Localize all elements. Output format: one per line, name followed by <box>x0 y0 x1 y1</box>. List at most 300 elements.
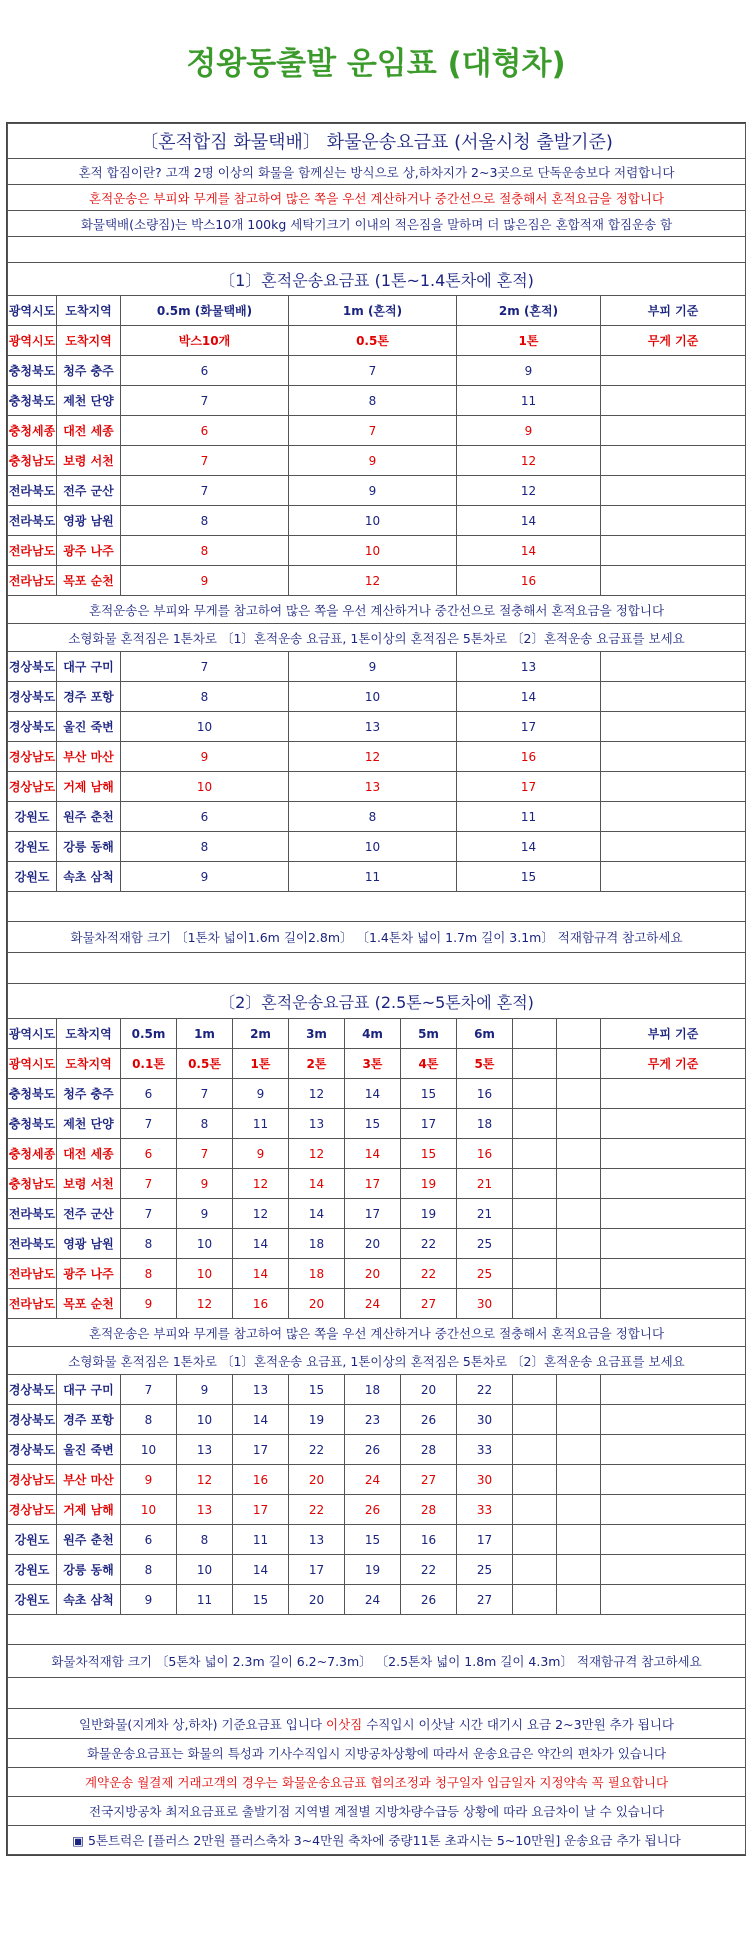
rate-cell: 25 <box>457 1229 513 1259</box>
rate-cell: 12 <box>233 1199 289 1229</box>
rate-cell: 17 <box>289 1555 345 1585</box>
region-cell: 경상북도 <box>8 1405 57 1435</box>
rate-cell: 18 <box>345 1375 401 1405</box>
rate-cell: 17 <box>233 1495 289 1525</box>
table-row <box>8 772 746 802</box>
rate-cell: 15 <box>401 1139 457 1169</box>
rate-cell: 13 <box>289 712 457 742</box>
empty-cell <box>513 1079 557 1109</box>
rate-cell: 8 <box>177 1109 233 1139</box>
spacer-3 <box>8 953 746 984</box>
rate-cell: 8 <box>121 682 289 712</box>
rate-cell: 15 <box>401 1079 457 1109</box>
table2-header-weight-col-1: 도착지역 <box>57 1049 121 1079</box>
empty-cell <box>557 1375 601 1405</box>
rate-cell: 12 <box>233 1169 289 1199</box>
rate-cell: 20 <box>289 1289 345 1319</box>
table-row <box>8 1555 746 1585</box>
table2-header-volume-col-3: 1m <box>177 1019 233 1049</box>
rate-cell: 27 <box>457 1585 513 1615</box>
region-cell: 충청북도 <box>8 386 57 416</box>
region-cell: 전라남도 <box>8 566 57 596</box>
spacer-5-cell <box>8 1678 746 1709</box>
table-row <box>8 416 746 446</box>
empty-cell <box>513 1289 557 1319</box>
bottom-note-5-text: ▣ 5톤트럭은 [플러스 2만원 플러스축차 3~4만원 축차에 중량11톤 초과시는 5~10만원] 운송요금 추가 됩니다 <box>8 1826 746 1855</box>
rate-cell: 14 <box>289 1199 345 1229</box>
rate-cell: 9 <box>177 1199 233 1229</box>
table1-header-weight <box>8 326 746 356</box>
empty-cell <box>557 1079 601 1109</box>
rate-cell: 27 <box>401 1289 457 1319</box>
empty-cell <box>601 416 746 446</box>
empty-cell <box>513 1259 557 1289</box>
rate-cell: 8 <box>121 506 289 536</box>
bottom-note-4 <box>8 1797 746 1826</box>
table2-header-weight-col-7: 4톤 <box>401 1049 457 1079</box>
empty-cell <box>513 1375 557 1405</box>
rate-cell: 10 <box>177 1405 233 1435</box>
rate-cell: 12 <box>289 566 457 596</box>
rate-cell: 7 <box>121 1375 177 1405</box>
table1-footer-text: 화물차적재함 크기 〔1톤차 넓이1.6m 길이2.8m〕 〔1.4톤차 넓이 1.7m 길이 3.1m〕 적재함규격 참고하세요 <box>8 922 746 953</box>
empty-cell <box>513 1109 557 1139</box>
empty-cell <box>513 1465 557 1495</box>
empty-cell <box>601 536 746 566</box>
table2-header-volume-col-0: 광역시도 <box>8 1019 57 1049</box>
destination-cell: 제천 단양 <box>57 386 121 416</box>
table-row <box>8 1169 746 1199</box>
rate-cell: 7 <box>177 1079 233 1109</box>
empty-cell <box>601 1169 746 1199</box>
table-row <box>8 1465 746 1495</box>
destination-cell: 전주 군산 <box>57 1199 121 1229</box>
table1-header-volume-basis: 부피 기준 <box>601 296 746 326</box>
empty-cell <box>557 1139 601 1169</box>
region-cell: 경상남도 <box>8 772 57 802</box>
spacer-1-cell <box>8 237 746 263</box>
table-row <box>8 1375 746 1405</box>
empty-cell <box>513 1495 557 1525</box>
rate-cell: 9 <box>121 742 289 772</box>
destination-cell: 청주 충주 <box>57 1079 121 1109</box>
table-row <box>8 862 746 892</box>
table2-header-volume-col-10 <box>557 1019 601 1049</box>
rate-cell: 16 <box>457 1139 513 1169</box>
table-row <box>8 1229 746 1259</box>
empty-cell <box>601 1109 746 1139</box>
destination-cell: 원주 춘천 <box>57 1525 121 1555</box>
rate-cell: 8 <box>289 802 457 832</box>
bottom-note-1-text <box>8 1709 746 1739</box>
region-cell: 경상북도 <box>8 1435 57 1465</box>
empty-cell <box>513 1555 557 1585</box>
empty-cell <box>601 682 746 712</box>
empty-cell <box>601 1139 746 1169</box>
rate-cell: 15 <box>233 1585 289 1615</box>
destination-cell: 거제 남해 <box>57 1495 121 1525</box>
rate-cell: 12 <box>177 1289 233 1319</box>
region-cell: 경상북도 <box>8 712 57 742</box>
rate-cell: 11 <box>233 1525 289 1555</box>
table-row <box>8 652 746 682</box>
rate-cell: 7 <box>121 1169 177 1199</box>
rate-cell: 26 <box>401 1405 457 1435</box>
region-cell: 경상북도 <box>8 682 57 712</box>
rate-cell: 14 <box>457 536 601 566</box>
table2-footer-text: 화물차적재함 크기 〔5톤차 넓이 2.3m 길이 6.2~7.3m〕 〔2.5톤차 넓이 1.8m 길이 4.3m〕 적재함규격 참고하세요 <box>8 1645 746 1678</box>
rate-cell: 14 <box>345 1079 401 1109</box>
empty-cell <box>601 1289 746 1319</box>
bottom-note-1-highlight: 이삿짐 <box>326 1716 363 1732</box>
rate-cell: 10 <box>121 712 289 742</box>
destination-cell: 경주 포항 <box>57 682 121 712</box>
rate-cell: 14 <box>289 1169 345 1199</box>
rate-cell: 25 <box>457 1555 513 1585</box>
rate-cell: 20 <box>345 1229 401 1259</box>
rate-cell: 9 <box>289 446 457 476</box>
table2-header-weight <box>8 1049 746 1079</box>
rate-cell: 13 <box>289 1525 345 1555</box>
destination-cell: 청주 충주 <box>57 356 121 386</box>
destination-cell: 대구 구미 <box>57 1375 121 1405</box>
rate-cell: 9 <box>121 1289 177 1319</box>
spacer-1 <box>8 237 746 263</box>
region-cell: 강원도 <box>8 1555 57 1585</box>
rate-cell: 12 <box>289 742 457 772</box>
region-cell: 전라북도 <box>8 1229 57 1259</box>
rate-cell: 11 <box>289 862 457 892</box>
rate-cell: 8 <box>289 386 457 416</box>
rate-cell: 12 <box>457 476 601 506</box>
region-cell: 충청세종 <box>8 1139 57 1169</box>
region-cell: 충청세종 <box>8 416 57 446</box>
destination-cell: 전주 군산 <box>57 476 121 506</box>
empty-cell <box>557 1169 601 1199</box>
table-row <box>8 1139 746 1169</box>
rate-cell: 25 <box>457 1259 513 1289</box>
rate-sheet <box>6 122 746 1856</box>
destination-cell: 부산 마산 <box>57 1465 121 1495</box>
rate-cell: 14 <box>233 1405 289 1435</box>
rate-cell: 15 <box>345 1109 401 1139</box>
region-cell: 충청남도 <box>8 446 57 476</box>
rate-cell: 11 <box>457 386 601 416</box>
rate-cell: 9 <box>289 476 457 506</box>
table1-header-volume-region: 광역시도 <box>8 296 57 326</box>
region-cell: 전라남도 <box>8 1259 57 1289</box>
main-heading <box>8 124 746 159</box>
rate-cell: 19 <box>401 1199 457 1229</box>
rate-cell: 17 <box>401 1109 457 1139</box>
table1-note-2 <box>8 624 746 652</box>
table2-header-volume-col-4: 2m <box>233 1019 289 1049</box>
rate-cell: 9 <box>457 416 601 446</box>
region-cell: 경상남도 <box>8 742 57 772</box>
rate-cell: 18 <box>289 1229 345 1259</box>
rate-cell: 22 <box>289 1495 345 1525</box>
rate-cell: 6 <box>121 1079 177 1109</box>
table-row <box>8 1289 746 1319</box>
rate-cell: 22 <box>457 1375 513 1405</box>
rate-cell: 16 <box>457 566 601 596</box>
destination-cell: 울진 죽변 <box>57 1435 121 1465</box>
table1-header-weight-region: 광역시도 <box>8 326 57 356</box>
rate-cell: 27 <box>401 1465 457 1495</box>
empty-cell <box>601 1585 746 1615</box>
region-cell: 전라남도 <box>8 1289 57 1319</box>
bottom-note-5 <box>8 1826 746 1855</box>
rate-cell: 23 <box>345 1405 401 1435</box>
rate-table <box>7 123 746 1855</box>
table1-header-volume-col3: 2m (혼적) <box>457 296 601 326</box>
rate-cell: 17 <box>457 712 601 742</box>
table-row <box>8 536 746 566</box>
table2-header-volume-col-1: 도착지역 <box>57 1019 121 1049</box>
empty-cell <box>557 1259 601 1289</box>
empty-cell <box>601 1495 746 1525</box>
rate-cell: 17 <box>345 1199 401 1229</box>
empty-cell <box>601 446 746 476</box>
table2-header-volume-col-8: 6m <box>457 1019 513 1049</box>
header-note-1 <box>8 159 746 185</box>
table2-footer <box>8 1645 746 1678</box>
region-cell: 충청북도 <box>8 1079 57 1109</box>
region-cell: 강원도 <box>8 1585 57 1615</box>
rate-cell: 33 <box>457 1435 513 1465</box>
rate-cell: 8 <box>121 536 289 566</box>
table-row <box>8 1199 746 1229</box>
header-note-3 <box>8 211 746 237</box>
rate-cell: 8 <box>121 1555 177 1585</box>
rate-cell: 12 <box>177 1465 233 1495</box>
rate-cell: 19 <box>401 1169 457 1199</box>
table-row <box>8 1495 746 1525</box>
table2-header-volume-col-6: 4m <box>345 1019 401 1049</box>
empty-cell <box>601 712 746 742</box>
rate-cell: 8 <box>121 1259 177 1289</box>
table2-header-weight-col-4: 1톤 <box>233 1049 289 1079</box>
empty-cell <box>601 1405 746 1435</box>
bottom-note-3-text: 계약운송 월결제 거래고객의 경우는 화물운송요금표 협의조정과 청구일자 입금일자 지정약속 꼭 필요합니다 <box>8 1768 746 1797</box>
rate-cell: 33 <box>457 1495 513 1525</box>
table1-header-weight-dest: 도착지역 <box>57 326 121 356</box>
spacer-4-cell <box>8 1615 746 1645</box>
empty-cell <box>601 652 746 682</box>
empty-cell <box>513 1435 557 1465</box>
rate-cell: 13 <box>289 1109 345 1139</box>
rate-cell: 10 <box>177 1259 233 1289</box>
rate-cell: 9 <box>233 1079 289 1109</box>
bottom-note-1-post: 수직입시 이삿날 시간 대기시 요금 2~3만원 추가 됩니다 <box>362 1716 674 1732</box>
rate-cell: 11 <box>457 802 601 832</box>
empty-cell <box>601 1525 746 1555</box>
destination-cell: 목포 순천 <box>57 566 121 596</box>
rate-cell: 7 <box>121 446 289 476</box>
rate-cell: 14 <box>233 1259 289 1289</box>
region-cell: 강원도 <box>8 802 57 832</box>
rate-cell: 15 <box>457 862 601 892</box>
spacer-2 <box>8 892 746 922</box>
rate-cell: 22 <box>289 1435 345 1465</box>
rate-cell: 9 <box>289 652 457 682</box>
rate-cell: 6 <box>121 1525 177 1555</box>
destination-cell: 광주 나주 <box>57 1259 121 1289</box>
empty-cell <box>601 1229 746 1259</box>
empty-cell <box>513 1139 557 1169</box>
destination-cell: 목포 순천 <box>57 1289 121 1319</box>
rate-cell: 6 <box>121 802 289 832</box>
rate-cell: 22 <box>401 1555 457 1585</box>
rate-cell: 16 <box>457 1079 513 1109</box>
rate-cell: 7 <box>121 652 289 682</box>
rate-cell: 16 <box>233 1465 289 1495</box>
bottom-note-2-text: 화물운송요금표는 화물의 특성과 기사수직입시 지방공차상황에 따라서 운송요금은 약간의 편차가 있습니다 <box>8 1739 746 1768</box>
page-title: 정왕동출발 운임표 (대형차) <box>186 46 566 82</box>
table-row <box>8 1259 746 1289</box>
empty-cell <box>557 1585 601 1615</box>
destination-cell: 제천 단양 <box>57 1109 121 1139</box>
header-note-2 <box>8 185 746 211</box>
rate-cell: 22 <box>401 1259 457 1289</box>
table1-note-2-text: 소형화물 혼적짐은 1톤차로 〔1〕혼적운송 요금표, 1톤이상의 혼적짐은 5톤차로 〔2〕혼적운송 요금표를 보세요 <box>8 624 746 652</box>
rate-cell: 12 <box>289 1079 345 1109</box>
empty-cell <box>601 1259 746 1289</box>
rate-cell: 20 <box>345 1259 401 1289</box>
empty-cell <box>557 1289 601 1319</box>
table2-header-weight-col-2: 0.1톤 <box>121 1049 177 1079</box>
region-cell: 전라북도 <box>8 506 57 536</box>
rate-cell: 8 <box>121 1405 177 1435</box>
empty-cell <box>557 1109 601 1139</box>
rate-cell: 15 <box>345 1525 401 1555</box>
rate-cell: 12 <box>457 446 601 476</box>
empty-cell <box>513 1405 557 1435</box>
destination-cell: 원주 춘천 <box>57 802 121 832</box>
main-heading-text: 〔혼적합짐 화물택배〕 화물운송요금표 (서울시청 출발기준) <box>8 124 746 159</box>
rate-cell: 14 <box>457 506 601 536</box>
table-row <box>8 1435 746 1465</box>
header-note-1-text: 혼적 합짐이란? 고객 2명 이상의 화물을 함께싣는 방식으로 상,하차지가 2~3곳으로 단독운송보다 저렴합니다 <box>8 159 746 185</box>
table-row <box>8 386 746 416</box>
bottom-note-2 <box>8 1739 746 1768</box>
rate-cell: 10 <box>289 832 457 862</box>
table2-header-weight-col-0: 광역시도 <box>8 1049 57 1079</box>
rate-cell: 30 <box>457 1465 513 1495</box>
rate-cell: 19 <box>289 1405 345 1435</box>
rate-cell: 10 <box>289 506 457 536</box>
empty-cell <box>601 1435 746 1465</box>
rate-cell: 14 <box>345 1139 401 1169</box>
bottom-note-4-text: 전국지방공차 최저요금표로 출발기점 지역별 계절별 지방차량수급등 상황에 따라 요금차이 날 수 있습니다 <box>8 1797 746 1826</box>
rate-cell: 7 <box>289 356 457 386</box>
region-cell: 충청북도 <box>8 356 57 386</box>
rate-cell: 18 <box>457 1109 513 1139</box>
rate-cell: 6 <box>121 1139 177 1169</box>
rate-cell: 11 <box>177 1585 233 1615</box>
header-note-2-text: 혼적운송은 부피와 무게를 참고하여 많은 쪽을 우선 계산하거나 중간선으로 절충해서 혼적요금을 정합니다 <box>8 185 746 211</box>
table-row <box>8 506 746 536</box>
rate-cell: 9 <box>233 1139 289 1169</box>
empty-cell <box>513 1525 557 1555</box>
rate-cell: 10 <box>121 1495 177 1525</box>
rate-cell: 13 <box>289 772 457 802</box>
table-row <box>8 1079 746 1109</box>
rate-cell: 21 <box>457 1169 513 1199</box>
table2-header-volume-col-7: 5m <box>401 1019 457 1049</box>
rate-cell: 10 <box>121 1435 177 1465</box>
destination-cell: 울진 죽변 <box>57 712 121 742</box>
rate-cell: 14 <box>457 832 601 862</box>
rate-cell: 26 <box>345 1435 401 1465</box>
table1-header-weight-col1: 박스10개 <box>121 326 289 356</box>
table1-header-volume-col1: 0.5m (화물택배) <box>121 296 289 326</box>
rate-cell: 20 <box>289 1465 345 1495</box>
table2-header-volume-col-11: 부피 기준 <box>601 1019 746 1049</box>
table2-header-weight-col-9 <box>513 1049 557 1079</box>
table2-note-1-text: 혼적운송은 부피와 무게를 참고하여 많은 쪽을 우선 계산하거나 중간선으로 절충해서 혼적요금을 정합니다 <box>8 1319 746 1347</box>
header-note-3-text: 화물택배(소량짐)는 박스10개 100kg 세탁기크기 이내의 적은짐을 말하며 더 많은짐은 혼합적재 합짐운송 함 <box>8 211 746 237</box>
rate-cell: 9 <box>121 862 289 892</box>
destination-cell: 광주 나주 <box>57 536 121 566</box>
bottom-note-1 <box>8 1709 746 1739</box>
destination-cell: 대전 세종 <box>57 416 121 446</box>
table2-header-weight-col-10 <box>557 1049 601 1079</box>
rate-cell: 7 <box>121 386 289 416</box>
table2-header-weight-col-6: 3톤 <box>345 1049 401 1079</box>
rate-cell: 28 <box>401 1435 457 1465</box>
rate-cell: 7 <box>121 1199 177 1229</box>
empty-cell <box>513 1229 557 1259</box>
empty-cell <box>601 476 746 506</box>
table2-note-1 <box>8 1319 746 1347</box>
rate-cell: 13 <box>457 652 601 682</box>
rate-cell: 19 <box>345 1555 401 1585</box>
region-cell: 전라남도 <box>8 536 57 566</box>
table2-note-2 <box>8 1347 746 1375</box>
destination-cell: 부산 마산 <box>57 742 121 772</box>
table1-footer <box>8 922 746 953</box>
rate-cell: 30 <box>457 1289 513 1319</box>
rate-cell: 24 <box>345 1465 401 1495</box>
table1-header-weight-col2: 0.5톤 <box>289 326 457 356</box>
table-row <box>8 832 746 862</box>
table2-header-volume <box>8 1019 746 1049</box>
table-row <box>8 1405 746 1435</box>
rate-cell: 7 <box>121 1109 177 1139</box>
empty-cell <box>601 1555 746 1585</box>
rate-cell: 8 <box>121 1229 177 1259</box>
rate-cell: 22 <box>401 1229 457 1259</box>
rate-cell: 18 <box>289 1259 345 1289</box>
rate-cell: 9 <box>177 1169 233 1199</box>
spacer-3-cell <box>8 953 746 984</box>
rate-cell: 10 <box>289 536 457 566</box>
table1-heading-text: 〔1〕혼적운송요금표 (1톤~1.4톤차에 혼적) <box>8 263 746 296</box>
spacer-2-cell <box>8 892 746 922</box>
region-cell: 강원도 <box>8 832 57 862</box>
region-cell: 경상북도 <box>8 1375 57 1405</box>
empty-cell <box>601 386 746 416</box>
table2-header-weight-col-3: 0.5톤 <box>177 1049 233 1079</box>
region-cell: 전라북도 <box>8 476 57 506</box>
rate-cell: 10 <box>121 772 289 802</box>
destination-cell: 거제 남해 <box>57 772 121 802</box>
table1-note-1-text: 혼적운송은 부피와 무게를 참고하여 많은 쪽을 우선 계산하거나 중간선으로 절충해서 혼적요금을 정합니다 <box>8 596 746 624</box>
empty-cell <box>557 1199 601 1229</box>
rate-cell: 26 <box>401 1585 457 1615</box>
rate-cell: 24 <box>345 1289 401 1319</box>
